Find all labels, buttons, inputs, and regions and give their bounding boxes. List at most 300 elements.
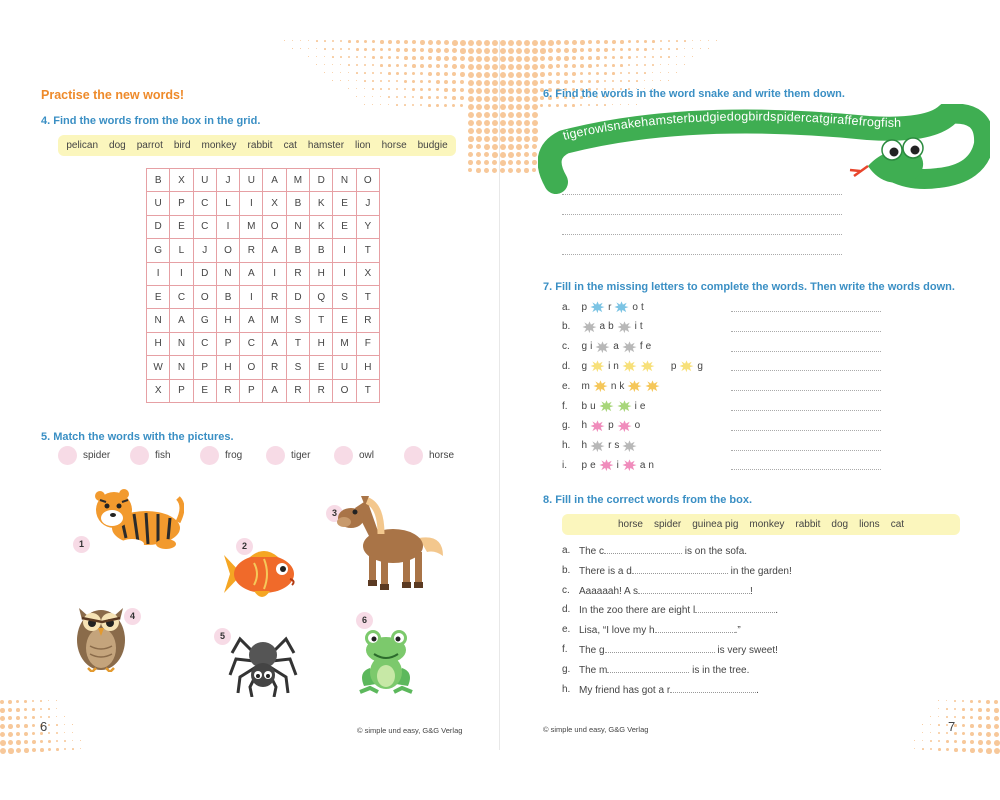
grid-cell[interactable]: P xyxy=(193,356,216,379)
grid-cell[interactable]: G xyxy=(193,309,216,332)
word-letter: r xyxy=(608,440,612,452)
grid-cell[interactable]: D xyxy=(193,262,216,285)
decorative-dot xyxy=(532,40,538,46)
decorative-dot xyxy=(580,56,584,60)
decorative-dot xyxy=(644,64,646,66)
decorative-dot xyxy=(476,48,482,54)
decorative-dot xyxy=(396,40,400,44)
word-letter: i xyxy=(634,321,637,333)
decorative-dot xyxy=(428,48,433,53)
decorative-dot xyxy=(436,88,439,91)
item-letter: d. xyxy=(562,360,571,372)
decorative-dot xyxy=(468,144,473,149)
decorative-dot xyxy=(348,88,349,89)
grid-cell[interactable]: B xyxy=(216,285,239,308)
decorative-dot xyxy=(444,48,449,53)
picture-number-3: 3 xyxy=(326,505,343,522)
grid-cell[interactable]: A xyxy=(240,262,263,285)
decorative-dot xyxy=(380,64,383,67)
grid-cell[interactable]: D xyxy=(310,169,333,192)
grid-cell[interactable]: C xyxy=(193,215,216,238)
decorative-dot xyxy=(460,80,464,84)
decorative-dot xyxy=(16,700,19,703)
decorative-dot xyxy=(500,80,506,86)
grid-cell[interactable]: M xyxy=(240,215,263,238)
decorative-dot xyxy=(340,80,341,81)
grid-cell[interactable]: S xyxy=(333,285,356,308)
answer-blank[interactable] xyxy=(632,565,728,574)
decorative-dot xyxy=(572,56,576,60)
decorative-dot xyxy=(500,112,506,118)
decorative-dot xyxy=(524,120,530,126)
grid-cell[interactable]: D xyxy=(286,285,309,308)
decorative-dot xyxy=(444,104,447,107)
grid-cell[interactable]: C xyxy=(170,285,193,308)
grid-cell[interactable]: E xyxy=(310,356,333,379)
word-letter: f xyxy=(639,341,643,353)
decorative-dot xyxy=(32,748,36,752)
match-answer-circle[interactable] xyxy=(200,446,219,465)
decorative-dot xyxy=(946,708,948,710)
decorative-dot xyxy=(56,732,58,734)
decorative-dot xyxy=(532,168,536,172)
decorative-dot xyxy=(364,48,367,51)
match-answer-circle[interactable] xyxy=(58,446,77,465)
decorative-dot xyxy=(396,88,398,90)
decorative-dot xyxy=(348,48,350,50)
grid-cell[interactable]: N xyxy=(170,332,193,355)
decorative-dot xyxy=(372,48,375,51)
grid-cell[interactable]: A xyxy=(263,169,286,192)
decorative-dot xyxy=(628,56,631,59)
grid-cell[interactable]: E xyxy=(147,285,170,308)
grid-cell[interactable]: R xyxy=(356,309,379,332)
grid-cell[interactable]: T xyxy=(356,285,379,308)
grid-cell[interactable]: Y xyxy=(356,215,379,238)
decorative-dot xyxy=(572,48,577,53)
decorative-dot xyxy=(492,152,498,158)
grid-cell[interactable]: E xyxy=(170,215,193,238)
grid-cell[interactable]: H xyxy=(216,356,239,379)
decorative-dot xyxy=(508,72,514,78)
decorative-dot xyxy=(32,724,35,727)
grid-row xyxy=(147,192,380,215)
picture-number-6: 6 xyxy=(356,612,373,629)
page-heading: Practise the new words! xyxy=(41,88,185,102)
decorative-dot xyxy=(380,72,382,74)
decorative-dot xyxy=(428,88,431,91)
grid-cell[interactable]: I xyxy=(240,192,263,215)
decorative-dot xyxy=(532,80,538,86)
decorative-dot xyxy=(938,740,940,742)
decorative-dot xyxy=(364,96,365,97)
decorative-dot xyxy=(994,708,999,713)
decorative-dot xyxy=(508,112,514,118)
answer-line[interactable] xyxy=(731,469,881,470)
grid-cell[interactable]: L xyxy=(216,192,239,215)
decorative-dot xyxy=(914,748,915,749)
decorative-dot xyxy=(468,72,474,78)
item-letter: i. xyxy=(562,459,567,471)
grid-cell[interactable]: R xyxy=(286,379,309,402)
grid-cell[interactable]: O xyxy=(216,239,239,262)
grid-cell[interactable]: O xyxy=(356,169,379,192)
missing-letter-splat-icon xyxy=(590,419,605,433)
decorative-dot xyxy=(388,40,392,44)
word-box-item: horse xyxy=(381,140,407,151)
grid-cell[interactable]: K xyxy=(310,215,333,238)
grid-cell[interactable]: F xyxy=(356,332,379,355)
decorative-dot xyxy=(364,56,366,58)
grid-cell[interactable]: M xyxy=(333,332,356,355)
answer-blank[interactable] xyxy=(695,604,775,613)
exercise-8-sentence xyxy=(562,604,778,616)
decorative-dot xyxy=(636,48,639,51)
answer-blank[interactable] xyxy=(607,664,689,673)
answer-blank[interactable] xyxy=(655,624,735,633)
match-answer-circle[interactable] xyxy=(266,446,285,465)
grid-cell[interactable]: A xyxy=(263,379,286,402)
decorative-dot xyxy=(628,64,630,66)
answer-line[interactable] xyxy=(731,331,881,332)
match-word: horse xyxy=(429,450,455,461)
grid-cell[interactable]: A xyxy=(263,239,286,262)
grid-cell[interactable]: O xyxy=(333,379,356,402)
decorative-dot xyxy=(500,56,506,62)
decorative-dot xyxy=(500,72,506,78)
match-answer-circle[interactable] xyxy=(130,446,149,465)
grid-cell[interactable]: E xyxy=(333,192,356,215)
grid-cell[interactable]: G xyxy=(147,239,170,262)
decorative-dot xyxy=(8,716,12,720)
grid-cell[interactable]: N xyxy=(170,356,193,379)
answer-line[interactable] xyxy=(731,410,881,411)
decorative-dot xyxy=(652,64,654,66)
decorative-dot xyxy=(612,56,615,59)
grid-cell[interactable]: U xyxy=(240,169,263,192)
decorative-dot xyxy=(404,64,407,67)
decorative-dot xyxy=(516,88,522,94)
grid-cell[interactable]: E xyxy=(333,215,356,238)
grid-cell[interactable]: U xyxy=(333,356,356,379)
decorative-dot xyxy=(548,40,554,46)
decorative-dot xyxy=(8,732,13,737)
missing-letter-splat-icon xyxy=(599,458,614,472)
decorative-dot xyxy=(380,104,381,105)
decorative-dot xyxy=(484,144,490,150)
grid-cell[interactable]: I xyxy=(333,239,356,262)
decorative-dot xyxy=(962,732,965,735)
decorative-dot xyxy=(16,716,20,720)
decorative-dot xyxy=(324,40,326,42)
decorative-dot xyxy=(580,64,584,68)
decorative-dot xyxy=(380,48,383,51)
decorative-dot xyxy=(316,56,317,57)
grid-cell[interactable]: J xyxy=(193,239,216,262)
grid-cell[interactable]: X xyxy=(147,379,170,402)
decorative-dot xyxy=(532,136,538,142)
page-number-left: 6 xyxy=(40,719,48,734)
decorative-dot xyxy=(652,56,654,58)
grid-cell[interactable]: T xyxy=(356,239,379,262)
grid-cell[interactable]: N xyxy=(286,215,309,238)
grid-cell[interactable]: A xyxy=(240,309,263,332)
match-item xyxy=(334,446,374,465)
decorative-dot xyxy=(970,748,975,753)
exercise-7-item xyxy=(562,319,644,335)
decorative-dot xyxy=(356,88,357,89)
owl-icon xyxy=(74,596,128,672)
decorative-dot xyxy=(556,56,561,61)
item-letter: d. xyxy=(562,604,571,616)
answer-line[interactable] xyxy=(731,390,881,391)
answer-blank[interactable] xyxy=(670,684,756,693)
decorative-dot xyxy=(620,40,624,44)
decorative-dot xyxy=(332,80,333,81)
grid-cell[interactable]: I xyxy=(263,262,286,285)
decorative-dot xyxy=(716,40,717,41)
decorative-dot xyxy=(16,724,20,728)
item-letter: h. xyxy=(562,440,571,452)
answer-line-2[interactable] xyxy=(562,214,842,215)
grid-cell[interactable]: H xyxy=(310,262,333,285)
decorative-dot xyxy=(476,112,482,118)
decorative-dot xyxy=(48,708,50,710)
grid-cell[interactable]: S xyxy=(286,309,309,332)
grid-cell[interactable]: N xyxy=(216,262,239,285)
decorative-dot xyxy=(676,56,677,57)
grid-cell[interactable]: I xyxy=(240,285,263,308)
decorative-dot xyxy=(64,732,65,733)
decorative-dot xyxy=(40,708,42,710)
grid-cell[interactable]: N xyxy=(147,309,170,332)
decorative-dot xyxy=(468,112,474,118)
sentence-text xyxy=(579,565,792,577)
grid-cell[interactable]: X xyxy=(263,192,286,215)
grid-cell[interactable]: Q xyxy=(310,285,333,308)
grid-cell[interactable]: W xyxy=(147,356,170,379)
decorative-dot xyxy=(340,48,342,50)
missing-letter-splat-icon xyxy=(582,320,597,334)
decorative-dot xyxy=(72,724,73,725)
decorative-dot xyxy=(452,80,456,84)
grid-cell[interactable]: I xyxy=(333,262,356,285)
decorative-dot xyxy=(604,72,607,75)
decorative-dot xyxy=(412,64,416,68)
answer-line-1[interactable] xyxy=(562,194,842,195)
grid-cell[interactable]: H xyxy=(310,332,333,355)
decorative-dot xyxy=(946,740,949,743)
decorative-dot xyxy=(292,48,293,49)
decorative-dot xyxy=(500,104,506,110)
answer-line[interactable] xyxy=(731,370,881,371)
decorative-dot xyxy=(978,740,983,745)
sentence-start: Aaaaaah! A s xyxy=(579,585,638,597)
grid-cell[interactable]: X xyxy=(356,262,379,285)
decorative-dot xyxy=(348,80,349,81)
grid-cell[interactable]: T xyxy=(356,379,379,402)
word-letter: s xyxy=(614,440,620,452)
decorative-dot xyxy=(308,40,309,41)
answer-line[interactable] xyxy=(731,311,881,312)
decorative-dot xyxy=(468,64,474,70)
decorative-dot xyxy=(596,72,599,75)
grid-cell[interactable]: O xyxy=(240,356,263,379)
grid-cell[interactable]: R xyxy=(240,239,263,262)
grid-cell[interactable]: R xyxy=(263,356,286,379)
decorative-dot xyxy=(676,72,677,73)
decorative-dot xyxy=(700,48,701,49)
grid-cell[interactable]: J xyxy=(356,192,379,215)
answer-line[interactable] xyxy=(731,430,881,431)
grid-cell[interactable]: R xyxy=(310,379,333,402)
grid-cell[interactable]: U xyxy=(147,192,170,215)
grid-cell[interactable]: I xyxy=(170,262,193,285)
word-letter: h xyxy=(581,420,588,432)
grid-cell[interactable]: R xyxy=(286,262,309,285)
grid-cell[interactable]: P xyxy=(216,332,239,355)
grid-cell[interactable]: X xyxy=(170,169,193,192)
decorative-dot xyxy=(922,748,924,750)
grid-cell[interactable]: R xyxy=(216,379,239,402)
decorative-dot xyxy=(56,748,59,751)
answer-line[interactable] xyxy=(731,351,881,352)
decorative-dot xyxy=(540,40,546,46)
word-box-item: rabbit xyxy=(795,519,821,530)
decorative-dot xyxy=(460,96,464,100)
grid-cell[interactable]: K xyxy=(310,192,333,215)
decorative-dot xyxy=(508,128,514,134)
answer-line[interactable] xyxy=(731,450,881,451)
grid-cell[interactable]: C xyxy=(193,332,216,355)
decorative-dot xyxy=(684,48,685,49)
grid-cell[interactable]: H xyxy=(147,332,170,355)
word-letter: i xyxy=(634,400,637,412)
decorative-dot xyxy=(380,40,384,44)
grid-cell[interactable]: I xyxy=(216,215,239,238)
decorative-dot xyxy=(492,112,498,118)
match-answer-circle[interactable] xyxy=(334,446,353,465)
decorative-dot xyxy=(994,700,998,704)
grid-cell[interactable]: P xyxy=(170,379,193,402)
exercise-5-title: 5. Match the words with the pictures. xyxy=(41,431,234,443)
match-answer-circle[interactable] xyxy=(404,446,423,465)
item-letter: h. xyxy=(562,683,571,695)
decorative-dot xyxy=(676,64,677,65)
decorative-dot xyxy=(428,80,431,83)
grid-cell[interactable]: N xyxy=(333,169,356,192)
decorative-dot xyxy=(332,56,334,58)
grid-cell[interactable]: R xyxy=(263,285,286,308)
decorative-dot xyxy=(492,56,498,62)
decorative-dot xyxy=(516,40,522,46)
match-word: tiger xyxy=(291,450,311,461)
decorative-dot xyxy=(524,128,530,134)
decorative-dot xyxy=(500,136,506,142)
grid-cell[interactable]: T xyxy=(310,309,333,332)
grid-cell[interactable]: P xyxy=(240,379,263,402)
decorative-dot xyxy=(460,40,466,46)
decorative-dot xyxy=(978,732,982,736)
answer-blank[interactable] xyxy=(604,545,682,554)
decorative-dot xyxy=(930,732,931,733)
grid-cell[interactable]: H xyxy=(356,356,379,379)
grid-cell[interactable]: B xyxy=(147,169,170,192)
answer-line-4[interactable] xyxy=(562,254,842,255)
decorative-dot xyxy=(628,48,631,51)
grid-cell[interactable]: E xyxy=(333,309,356,332)
decorative-dot xyxy=(396,64,399,67)
partial-word xyxy=(580,399,647,413)
grid-row xyxy=(147,239,380,262)
decorative-dot xyxy=(452,64,457,69)
missing-letter-splat-icon xyxy=(617,320,632,334)
item-letter: f. xyxy=(562,400,568,412)
grid-cell[interactable]: L xyxy=(170,239,193,262)
grid-cell[interactable]: A xyxy=(263,332,286,355)
grid-cell[interactable]: O xyxy=(263,215,286,238)
grid-cell[interactable]: P xyxy=(170,192,193,215)
decorative-dot xyxy=(962,740,966,744)
decorative-dot xyxy=(80,740,81,741)
grid-cell[interactable]: H xyxy=(216,309,239,332)
grid-cell[interactable]: U xyxy=(193,169,216,192)
decorative-dot xyxy=(580,72,583,75)
decorative-dot xyxy=(692,56,693,57)
grid-cell[interactable]: C xyxy=(193,192,216,215)
decorative-dot xyxy=(356,72,358,74)
decorative-dot xyxy=(954,740,957,743)
grid-cell[interactable]: C xyxy=(240,332,263,355)
grid-cell[interactable]: T xyxy=(286,332,309,355)
grid-cell[interactable]: M xyxy=(286,169,309,192)
grid-cell[interactable]: I xyxy=(147,262,170,285)
decorative-dot xyxy=(540,80,544,84)
decorative-dot xyxy=(420,48,424,52)
decorative-dot xyxy=(500,120,506,126)
answer-line-3[interactable] xyxy=(562,234,842,235)
decorative-dot xyxy=(48,732,50,734)
decorative-dot xyxy=(516,64,522,70)
grid-cell[interactable]: M xyxy=(263,309,286,332)
grid-cell[interactable]: A xyxy=(170,309,193,332)
grid-cell[interactable]: B xyxy=(286,239,309,262)
word-letter: p xyxy=(670,360,677,372)
decorative-dot xyxy=(348,56,350,58)
decorative-dot xyxy=(324,64,325,65)
decorative-dot xyxy=(516,168,521,173)
decorative-dot xyxy=(492,128,498,134)
decorative-dot xyxy=(922,740,923,741)
grid-cell[interactable]: E xyxy=(193,379,216,402)
grid-cell[interactable]: S xyxy=(286,356,309,379)
grid-cell[interactable]: B xyxy=(310,239,333,262)
grid-cell[interactable]: J xyxy=(216,169,239,192)
decorative-dot xyxy=(436,40,441,45)
decorative-dot xyxy=(508,48,514,54)
decorative-dot xyxy=(508,40,514,46)
decorative-dot xyxy=(468,56,474,62)
grid-cell[interactable]: B xyxy=(286,192,309,215)
answer-blank[interactable] xyxy=(638,585,750,594)
decorative-dot xyxy=(476,144,481,149)
answer-blank[interactable] xyxy=(605,644,715,653)
decorative-dot xyxy=(468,40,474,46)
decorative-dot xyxy=(0,700,4,704)
grid-cell[interactable]: O xyxy=(193,285,216,308)
decorative-dot xyxy=(404,88,406,90)
grid-cell[interactable]: D xyxy=(147,215,170,238)
